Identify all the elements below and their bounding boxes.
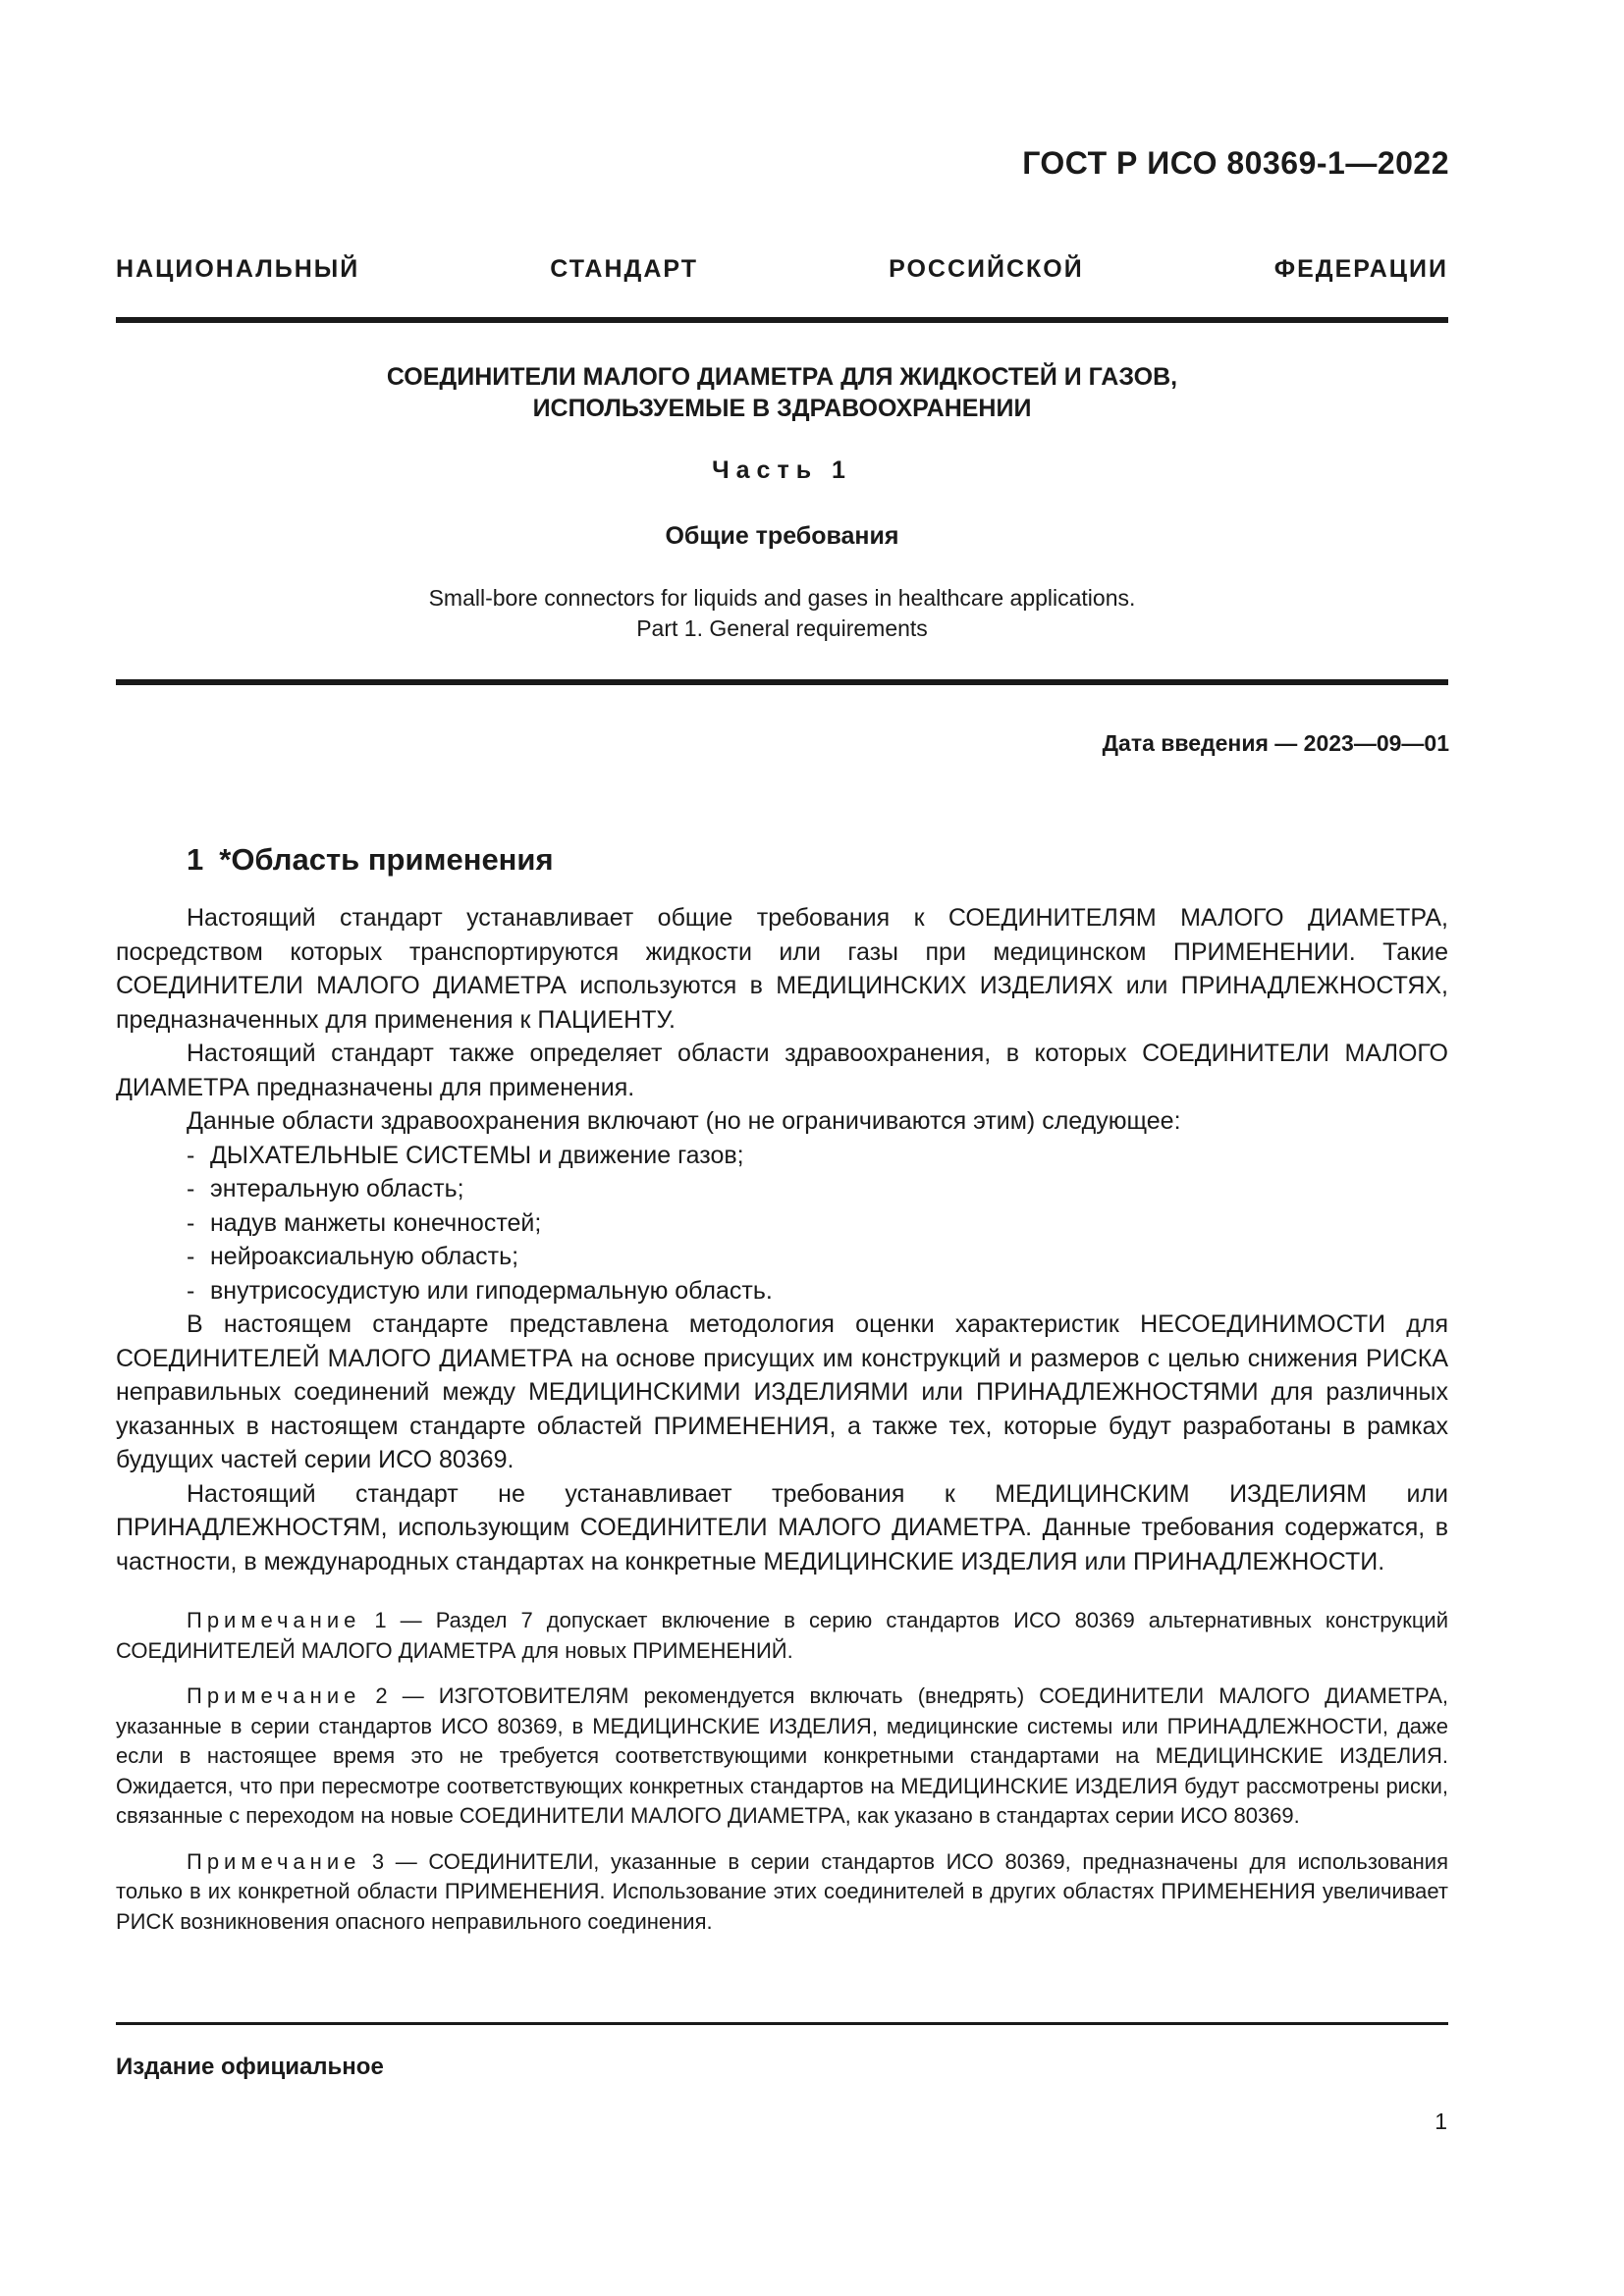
list-item: - надув манжеты конечностей; (187, 1206, 1448, 1241)
title-line-1: СОЕДИНИТЕЛИ МАЛОГО ДИАМЕТРА ДЛЯ ЖИДКОСТЕЙ И ГАЗОВ, (386, 363, 1178, 391)
list-item: - нейроаксиальную область; (187, 1240, 1448, 1274)
part-label: Часть 1 (712, 456, 852, 484)
title-line-2: ИСПОЛЬЗУЕМЫЕ В ЗДРАВООХРАНЕНИИ (532, 395, 1032, 422)
list-dash: - (187, 1175, 195, 1202)
document-code: ГОСТ Р ИСО 80369-1—2022 (1022, 145, 1449, 181)
section-body (116, 901, 1448, 1578)
list-dash: - (187, 1141, 195, 1169)
english-title (116, 583, 1448, 644)
paragraph-3: Данные области здравоохранения включают (но не ограничиваются этим) следующее: (187, 1107, 1181, 1135)
title-divider (116, 679, 1448, 685)
national-standard-banner: НАЦИОНАЛЬНЫЙ СТАНДАРТ РОССИЙСКОЙ ФЕДЕРАЦИИ (116, 255, 1448, 283)
list-dash: - (187, 1208, 195, 1237)
english-title-line-1: Small-bore connectors for liquids and gases in healthcare applications. (428, 585, 1136, 611)
paragraph-4: В настоящем стандарте представлена методология оценки характеристик НЕСОЕДИНИМОСТИ для СОЕДИНИТЕЛЕЙ МАЛОГО ДИАМЕТРА на основе присущих им конструкций и размеров с целью снижения РИСКА неправильных соединений между МЕДИЦИНСКИМИ ИЗДЕЛИЯМИ или ПРИНАДЛЕЖНОСТЯМИ для различных указанных в настоящем стандарте областей ПРИМЕНЕНИЯ, а также тех, которые будут разработаны в рамках будущих частей серии ИСО 80369. (116, 1310, 1448, 1473)
list-item: - энтеральную область; (187, 1172, 1448, 1206)
footer-divider (116, 2022, 1448, 2025)
top-divider (116, 317, 1448, 323)
note-3: Примечание 3 — СОЕДИНИТЕЛИ, указанные в серии стандартов ИСО 80369, предназначены для использования только в их конкретной области ПРИМЕНЕНИЯ. Использование этих соединителей в других областях ПРИМЕНЕНИЯ увеличивает РИСК возникновения опасного неправильного соединения. (116, 1848, 1448, 1934)
paragraph-1: Настоящий стандарт устанавливает общие требования к СОЕДИНИТЕЛЯМ МАЛОГО ДИАМЕТРА, посредством которых транспортируются жидкости или газы при медицинском ПРИМЕНЕНИИ. Такие СОЕДИНИТЕЛИ МАЛОГО ДИАМЕТРА используются в МЕДИЦИНСКИХ ИЗДЕЛИЯХ или ПРИНАДЛЕЖНОСТЯХ, предназначенных для применения к ПАЦИЕНТУ. (116, 904, 1448, 1034)
page-number: 1 (1435, 2109, 1447, 2134)
subtitle: Общие требования (665, 522, 899, 550)
list-item: - внутрисосудистую или гиподермальную область. (187, 1274, 1448, 1308)
list-dash: - (187, 1276, 195, 1305)
note-2: Примечание 2 — ИЗГОТОВИТЕЛЯМ рекомендуется включать (внедрять) СОЕДИНИТЕЛИ МАЛОГО ДИАМЕТРА, указанные в серии стандартов ИСО 80369, в МЕДИЦИНСКИЕ ИЗДЕЛИЯ, медицинские системы или ПРИНАДЛЕЖНОСТИ, даже если в настоящее время это не требуется соответствующими конкретными стандартами на МЕДИЦИНСКИЕ ИЗДЕЛИЯ. Ожидается, что при пересмотре соответствующих конкретных стандартов на МЕДИЦИНСКИЕ ИЗДЕЛИЯ будут рассмотрены риски, связанные с переходом на новые СОЕДИНИТЕЛИ МАЛОГО ДИАМЕТРА, как указано в стандартах серии ИСО 80369. (116, 1683, 1448, 1828)
note-label: Примечание (187, 1608, 361, 1632)
introduction-date: Дата введения — 2023—09—01 (1102, 730, 1449, 756)
list-item: - ДЫХАТЕЛЬНЫЕ СИСТЕМЫ и движение газов; (187, 1139, 1448, 1173)
section-title: *Область применения (219, 842, 554, 877)
list-dash: - (187, 1243, 195, 1270)
paragraph-5: Настоящий стандарт не устанавливает требования к МЕДИЦИНСКИМ ИЗДЕЛИЯМ или ПРИНАДЛЕЖНОСТЯМ, использующим СОЕДИНИТЕЛИ МАЛОГО ДИАМЕТРА. Данные требования содержатся, в частности, в международных стандартах на конкретные МЕДИЦИНСКИЕ ИЗДЕЛИЯ или ПРИНАДЛЕЖНОСТИ. (116, 1479, 1448, 1575)
note-label: Примечание (187, 1848, 361, 1874)
document-title (116, 361, 1448, 424)
section-number: 1 (187, 842, 204, 877)
application-areas-list (116, 1139, 1448, 1308)
note-1: Примечание 1 — Раздел 7 допускает включение в серию стандартов ИСО 80369 альтернативных конструкций СОЕДИНИТЕЛЕЙ МАЛОГО ДИАМЕТРА для новых ПРИМЕНЕНИЙ. (116, 1608, 1448, 1663)
note-label: Примечание (187, 1683, 361, 1708)
official-edition-label: Издание официальное (116, 2054, 384, 2080)
paragraph-2: Настоящий стандарт также определяет области здравоохранения, в которых СОЕДИНИТЕЛИ МАЛОГО ДИАМЕТРА предназначены для применения. (116, 1040, 1448, 1101)
notes (116, 1606, 1448, 1952)
section-heading (187, 842, 554, 878)
english-title-line-2: Part 1. General requirements (636, 615, 928, 641)
